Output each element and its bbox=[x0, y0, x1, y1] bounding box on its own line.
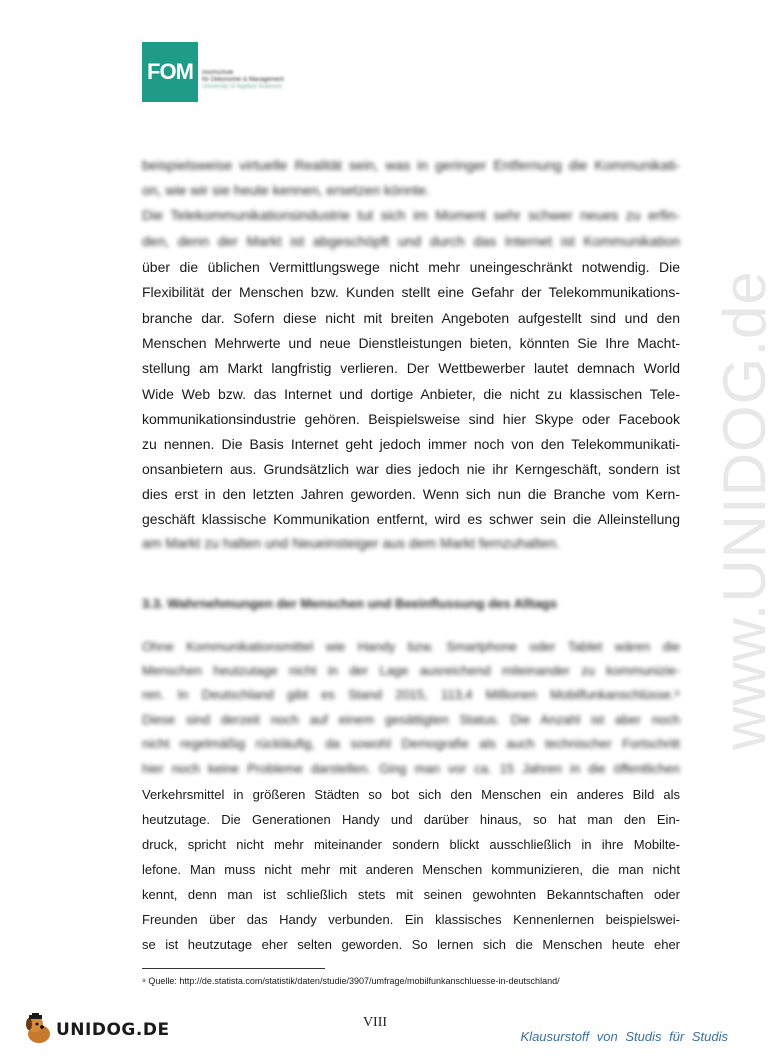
footer-tagline: Klausurstoff von Studis für Studis bbox=[520, 1029, 728, 1044]
text-line: dies erst in den letzten Jahren geworden. Wenn sich nun die Branche vom Kern- bbox=[142, 486, 680, 502]
text-line: branche dar. Sofern diese nicht mit breiten Angeboten aufgestellt sind und den bbox=[142, 310, 680, 326]
text-line: Verkehrsmittel in größeren Städten so bot sich den Menschen ein anderes Bild als bbox=[142, 787, 680, 802]
section-heading: 3.3. Wahrnehmungen der Menschen und Beeinflussung des Alltags bbox=[142, 596, 558, 611]
logo-line-1: Hochschule bbox=[202, 70, 234, 76]
text-line: Flexibilität der Menschen bzw. Kunden stellt eine Gefahr der Telekommunikations- bbox=[142, 284, 680, 300]
text-line: über die üblichen Vermittlungswege nicht mehr uneingeschränkt notwendig. Die bbox=[142, 259, 680, 275]
page-number: VIII bbox=[362, 1015, 388, 1030]
footnote: ⁹ Quelle: http://de.statista.com/statistik/daten/studie/3907/umfrage/mobilfunkanschluesse-in-deutschland/ bbox=[142, 976, 560, 986]
text-line: Diese sind derzeit noch auf einem gesättigten Status. Die Anzahl ist aber noch bbox=[142, 712, 680, 727]
text-line: am Markt zu halten und Neueinsteiger aus dem Markt fernzuhalten. bbox=[142, 535, 560, 551]
dog-icon bbox=[22, 1012, 56, 1046]
text-line: lefone. Man muss nicht mehr mit anderen Menschen kommunizieren, die man nicht bbox=[142, 862, 680, 877]
logo-line-3: University of Applied Sciences bbox=[202, 84, 283, 90]
text-line: kommunikationsindustrie gehören. Beispielsweise sind hier Skype oder Facebook bbox=[142, 411, 680, 427]
unidog-logo[interactable] bbox=[22, 1010, 170, 1050]
text-line: Ohne Kommunikationsmittel wie Handy bzw. Smartphone oder Tablet wären die bbox=[142, 639, 680, 654]
logo-mark: FOM bbox=[142, 42, 198, 102]
text-line: den, denn der Markt ist abgeschöpft und durch das Internet ist Kommunikation bbox=[142, 233, 680, 249]
logo-text bbox=[202, 70, 352, 91]
text-line: Die Telekommunikationsindustrie tut sich im Moment sehr schwer neues zu erfin- bbox=[142, 207, 680, 223]
text-line: beispielsweise virtuelle Realität sein, was in geringer Entfernung die Kommunikati- bbox=[142, 157, 680, 173]
text-line: heutzutage. Die Generationen Handy und darüber hinaus, so hat man den Ein- bbox=[142, 812, 680, 827]
text-line: geschäft klassische Kommunikation entfernt, wird es schwer sein die Alleinstellung bbox=[142, 511, 680, 527]
text-line: hier noch keine Probleme darstellen. Ging man vor ca. 15 Jahren in die öffentlichen bbox=[142, 761, 680, 776]
logo-line-2: für Oekonomie & Management bbox=[202, 77, 284, 83]
text-line: stellung am Markt langfristig verlieren. Der Wettbewerber lautet demnach World bbox=[142, 360, 680, 376]
text-line: ren. In Deutschland gibt es Stand 2015, 113,4 Millionen Mobilfunkanschlüsse.⁹ bbox=[142, 687, 680, 702]
text-line: druck, spricht nicht mehr miteinander sondern blickt ausschließlich in ihre Mobilte- bbox=[142, 837, 680, 852]
text-line: kennt, denn man ist schließlich stets mit seinen gewohnten Bekanntschaften oder bbox=[142, 887, 680, 902]
text-line: onsanbietern aus. Grundsätzlich war dies jedoch nie ihr Kerngeschäft, sondern ist bbox=[142, 461, 680, 477]
text-line: nicht regelmäßig rückläufig, da sowohl Demografie als auch technischer Fortschritt bbox=[142, 736, 680, 751]
text-line: Menschen Mehrwerte und neue Dienstleistungen bieten, könnten Sie Ihre Macht- bbox=[142, 335, 680, 351]
text-line: Freunden über das Handy verbunden. Ein klassisches Kennenlernen beispielswei- bbox=[142, 912, 680, 927]
watermark-text: www.UNIDOG.de bbox=[711, 270, 778, 750]
text-line: on, wie wir sie heute kennen, ersetzen könnte. bbox=[142, 182, 430, 198]
footnote-divider bbox=[142, 968, 325, 969]
text-line: se ist heutzutage eher selten geworden. So lernen sich die Menschen heute eher bbox=[142, 937, 680, 952]
text-line: Wide Web bzw. das Internet und dortige Anbieter, die nicht zu klassischen Tele- bbox=[142, 386, 680, 402]
text-line: zu nennen. Die Basis Internet geht jedoch immer noch von den Telekommunikati- bbox=[142, 436, 680, 452]
fom-logo bbox=[142, 42, 342, 102]
text-line: Menschen heutzutage nicht in der Lage ausreichend miteinander zu kommunizie- bbox=[142, 663, 680, 678]
unidog-brand: UNIDOG.DE bbox=[56, 1020, 170, 1040]
